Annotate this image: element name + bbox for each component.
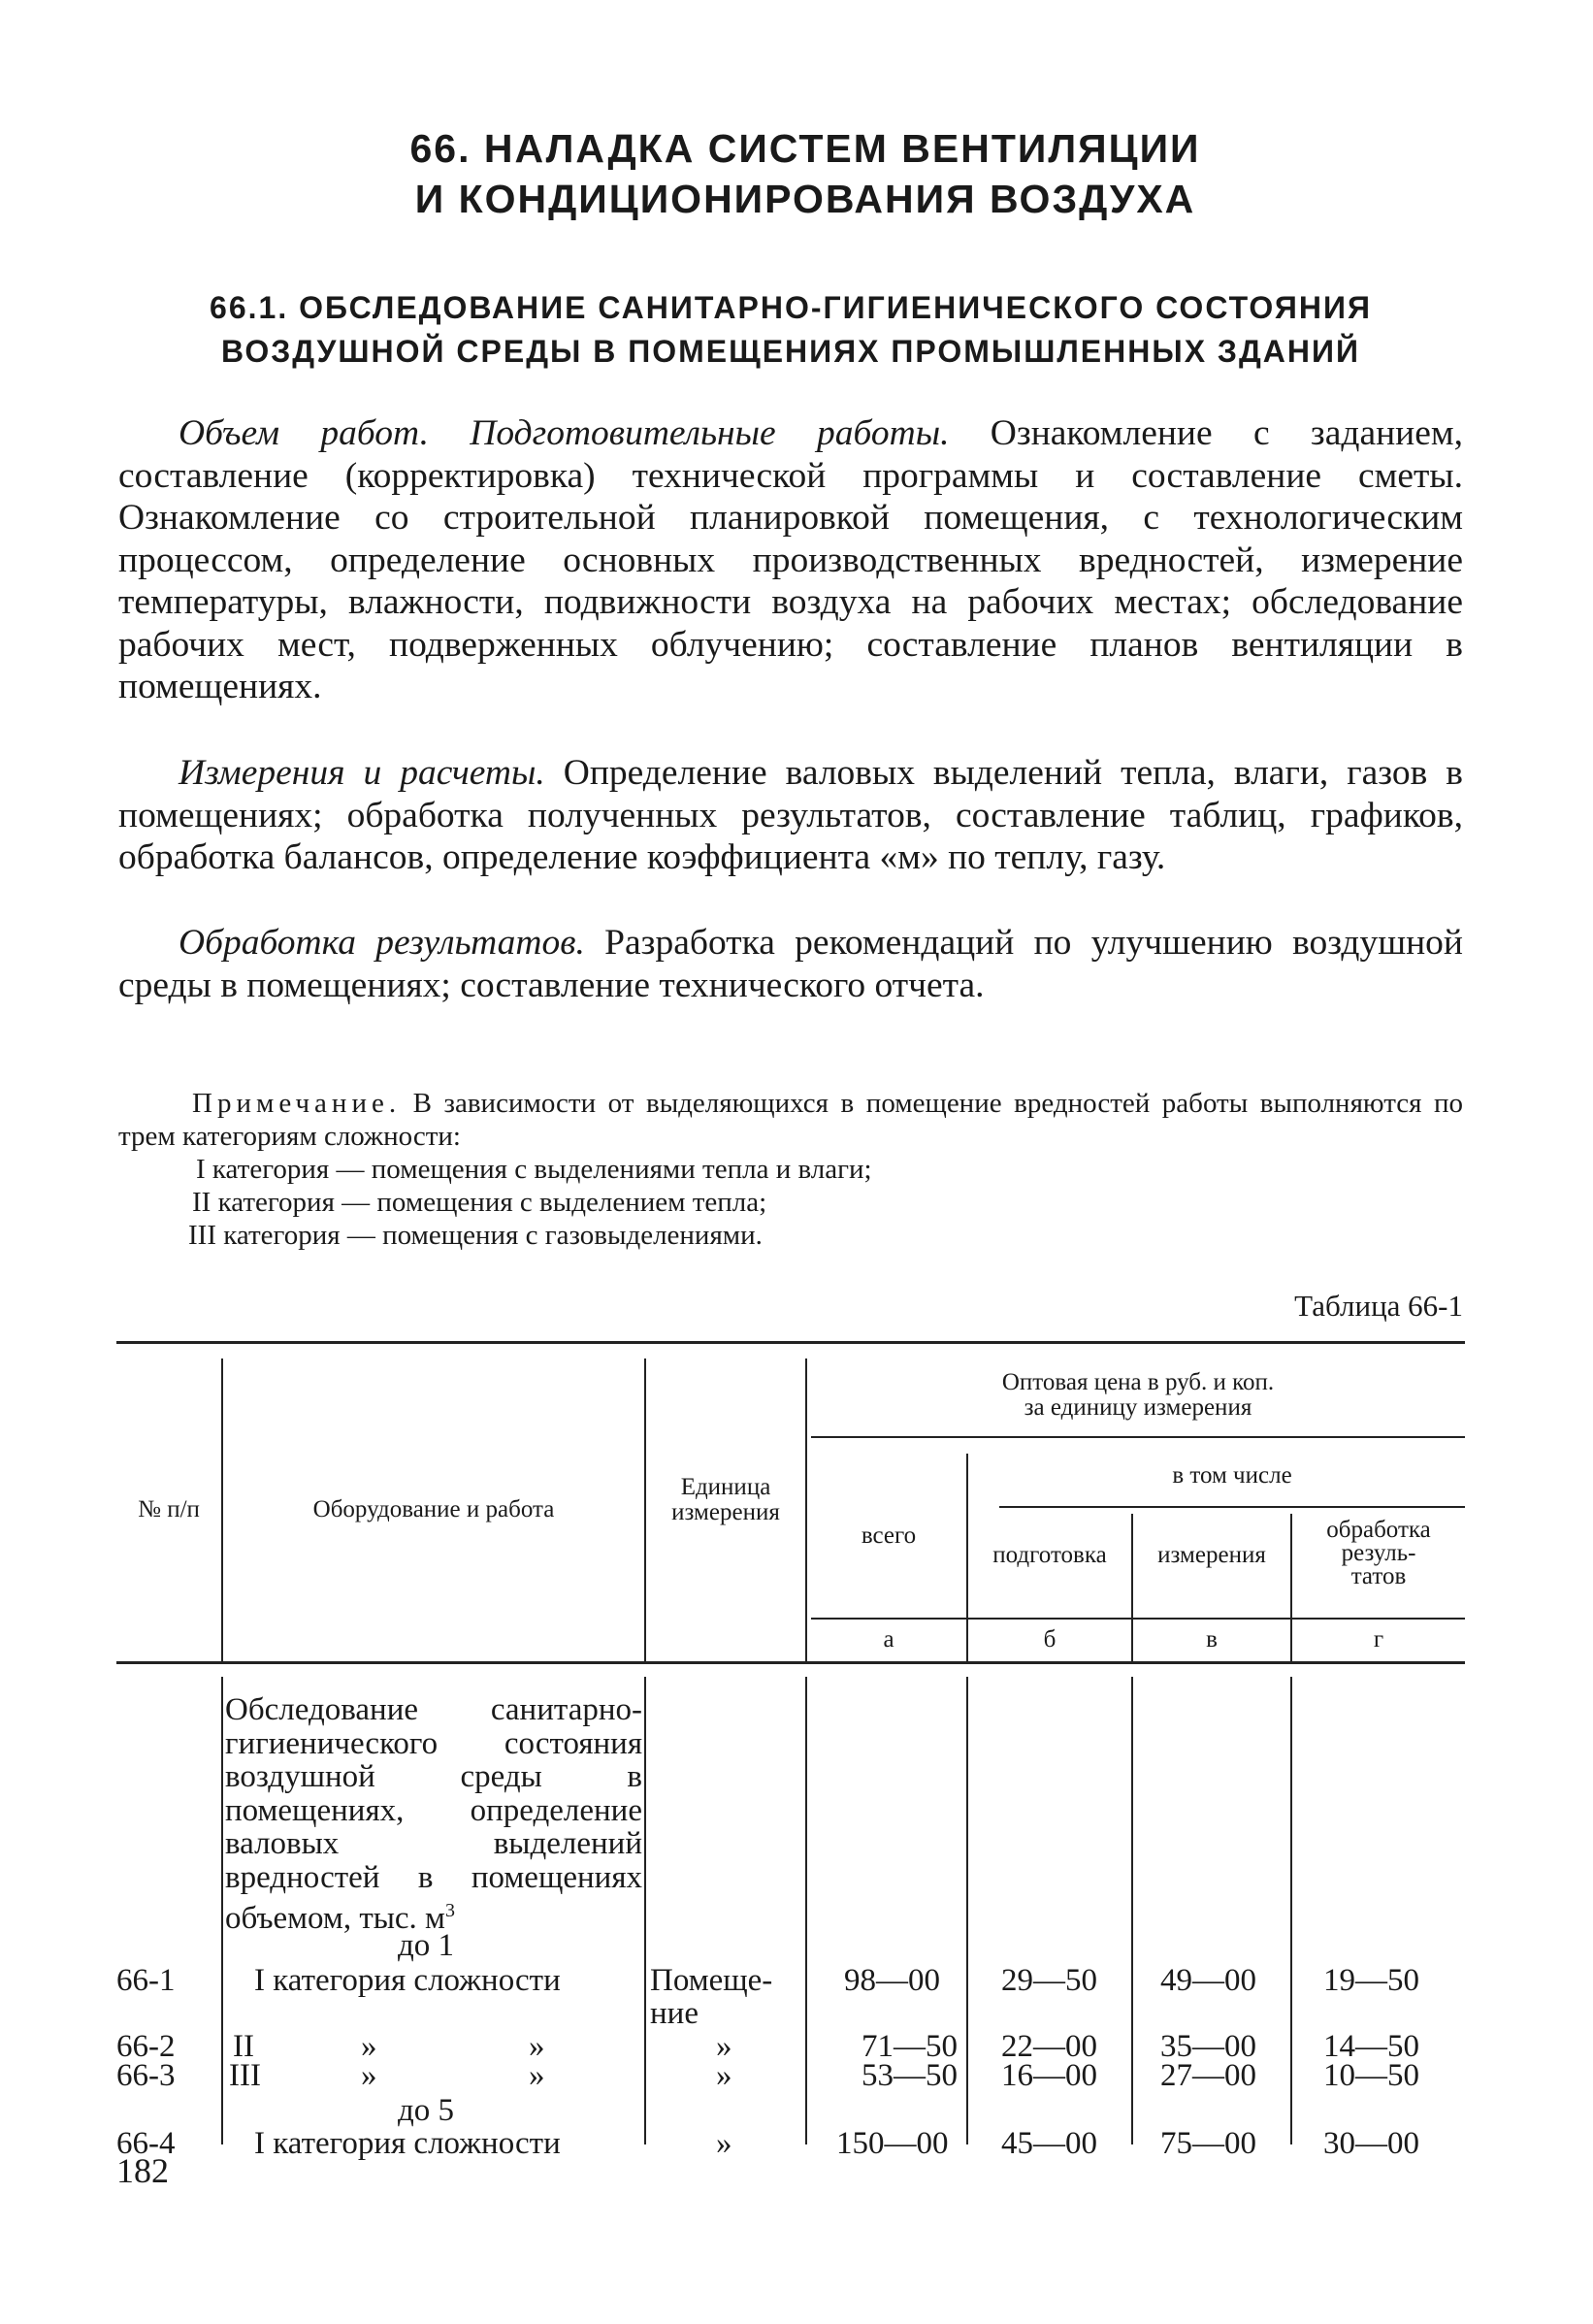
scope-text: Ознакомление с заданием, составление (корректировка) технической программы и составление сметы. Ознакомление со строительной планировкой помещения, с технологическим процессом, определение основных производственных вредностей, измерение температуры, влажности, подвижности воздуха на рабочих местах; обследование рабочих мест, подверженных облучению; составление планов вентиляции в помещениях. [118, 413, 1463, 706]
header-incl: в том числе [1172, 1462, 1292, 1489]
group-label: до 5 [398, 2093, 455, 2128]
row-proc: 14—50 [1323, 2029, 1419, 2064]
results-text: Разработка рекомендаций по улучшению воздушной среды в помещениях; составление технического отчета. [118, 923, 1463, 1005]
results-paragraph [118, 922, 1463, 1006]
row-unit: » [716, 2029, 732, 2064]
table-vline [1131, 1677, 1133, 2144]
section-title-line2: И КОНДИЦИОНИРОВАНИЯ ВОЗДУХА [414, 177, 1196, 221]
header-unit: Единица измерения [671, 1474, 780, 1525]
table-vline [966, 1677, 968, 2144]
row-work-ditto: » [529, 2029, 545, 2064]
note-block [118, 1087, 1463, 1252]
row-prep: 16—00 [1001, 2058, 1097, 2093]
table-vline [221, 1677, 223, 2144]
row-num: 66-2 [116, 2029, 176, 2064]
note-label: Примечание. [192, 1088, 402, 1119]
measurements-paragraph [118, 752, 1463, 879]
row-meas: 75—00 [1160, 2126, 1256, 2161]
row-proc: 19—50 [1323, 1963, 1419, 1998]
table-vline [805, 1677, 807, 2144]
header-meas: измерения [1157, 1542, 1266, 1568]
row-proc: 10—50 [1323, 2058, 1419, 2093]
row-meas: 27—00 [1160, 2058, 1256, 2093]
row-num: 66-1 [116, 1963, 176, 1998]
row-work-cat: III [229, 2058, 261, 2093]
note-item: III категория — помещения с газовыделениями. [188, 1220, 763, 1251]
row-prep: 22—00 [1001, 2029, 1097, 2064]
row-total: 150—00 [836, 2126, 949, 2161]
table-header-bottom-rule [116, 1661, 1465, 1664]
table-description: Обследование санитарно-гигиенического состояния воздушной среды в помещениях, определение валовых выделений вредностей в помещениях объемом, тыс. $м^3$ [225, 1692, 642, 1936]
row-total: 53—50 [862, 2058, 958, 2093]
section-title-line1: 66. НАЛАДКА СИСТЕМ ВЕНТИЛЯЦИИ [409, 126, 1201, 171]
subsection-title-line1: 66.1. ОБСЛЕДОВАНИЕ САНИТАРНО-ГИГИЕНИЧЕСКОГО СОСТОЯНИЯ [210, 290, 1372, 325]
note-item: II категория — помещения с выделением тепла; [192, 1187, 767, 1218]
table-top-rule [116, 1341, 1465, 1344]
header-proc: обработка резуль- татов [1326, 1517, 1431, 1589]
row-unit: ние [650, 1996, 699, 2031]
row-work-ditto: » [529, 2058, 545, 2093]
row-num: 66-3 [116, 2058, 176, 2093]
page-number: 182 [116, 2151, 169, 2190]
row-total: 71—50 [862, 2029, 958, 2064]
header-col-a: а [883, 1626, 894, 1653]
table-rule [811, 1436, 1465, 1438]
measurements-text: Определение валовых выделений тепла, влаги, газов в помещениях; обработка полученных результатов, составление таблиц, графиков, обработка балансов, определение коэффициента «м» по теплу, газу. [118, 753, 1463, 877]
table-vline [644, 1677, 646, 2144]
row-unit: Помеще- [650, 1963, 773, 1998]
row-work-ditto: » [361, 2058, 377, 2093]
header-num: № п/п [138, 1496, 200, 1522]
row-work-cat: II [233, 2029, 254, 2064]
table-vline [805, 1358, 807, 1661]
row-prep: 29—50 [1001, 1963, 1097, 1998]
header-col-b: б [1043, 1626, 1057, 1653]
row-work: I категория сложности [254, 1963, 561, 1998]
results-heading: Обработка результатов. [179, 923, 585, 963]
row-meas: 35—00 [1160, 2029, 1256, 2064]
scope-paragraph [118, 412, 1463, 708]
header-prep: подготовка [992, 1542, 1107, 1568]
scope-heading: Объем работ. Подготовительные работы. [179, 413, 950, 453]
row-prep: 45—00 [1001, 2126, 1097, 2161]
table-vline [221, 1358, 223, 1661]
table-rule [811, 1618, 1465, 1620]
row-num: 66-4 [116, 2126, 176, 2161]
header-total: всего [861, 1522, 917, 1549]
row-meas: 49—00 [1160, 1963, 1256, 1998]
table-caption: Таблица 66-1 [1294, 1289, 1463, 1323]
table-vline [1290, 1677, 1292, 2144]
row-work: I категория сложности [254, 2126, 561, 2161]
row-work-ditto: » [361, 2029, 377, 2064]
row-unit: » [716, 2126, 732, 2161]
subsection-title-line2: ВОЗДУШНОЙ СРЕДЫ В ПОМЕЩЕНИЯХ ПРОМЫШЛЕННЫХ ЗДАНИЙ [221, 334, 1360, 369]
measurements-heading: Измерения и расчеты. [179, 753, 545, 793]
table-rule [999, 1506, 1465, 1508]
header-col-g: г [1373, 1626, 1384, 1653]
header-col-v: в [1206, 1626, 1218, 1653]
row-unit: » [716, 2058, 732, 2093]
header-price: Оптовая цена в руб. и коп. за единицу измерения [1001, 1369, 1275, 1421]
note-item: I категория — помещения с выделениями тепла и влаги; [196, 1154, 872, 1185]
group-label: до 1 [398, 1928, 455, 1963]
header-equipment: Оборудование и работа [312, 1496, 555, 1522]
row-proc: 30—00 [1323, 2126, 1419, 2161]
row-total: 98—00 [844, 1963, 940, 1998]
note-text: В зависимости от выделяющихся в помещение вредностей работы выполняются по трем категориям сложности: [118, 1088, 1463, 1152]
